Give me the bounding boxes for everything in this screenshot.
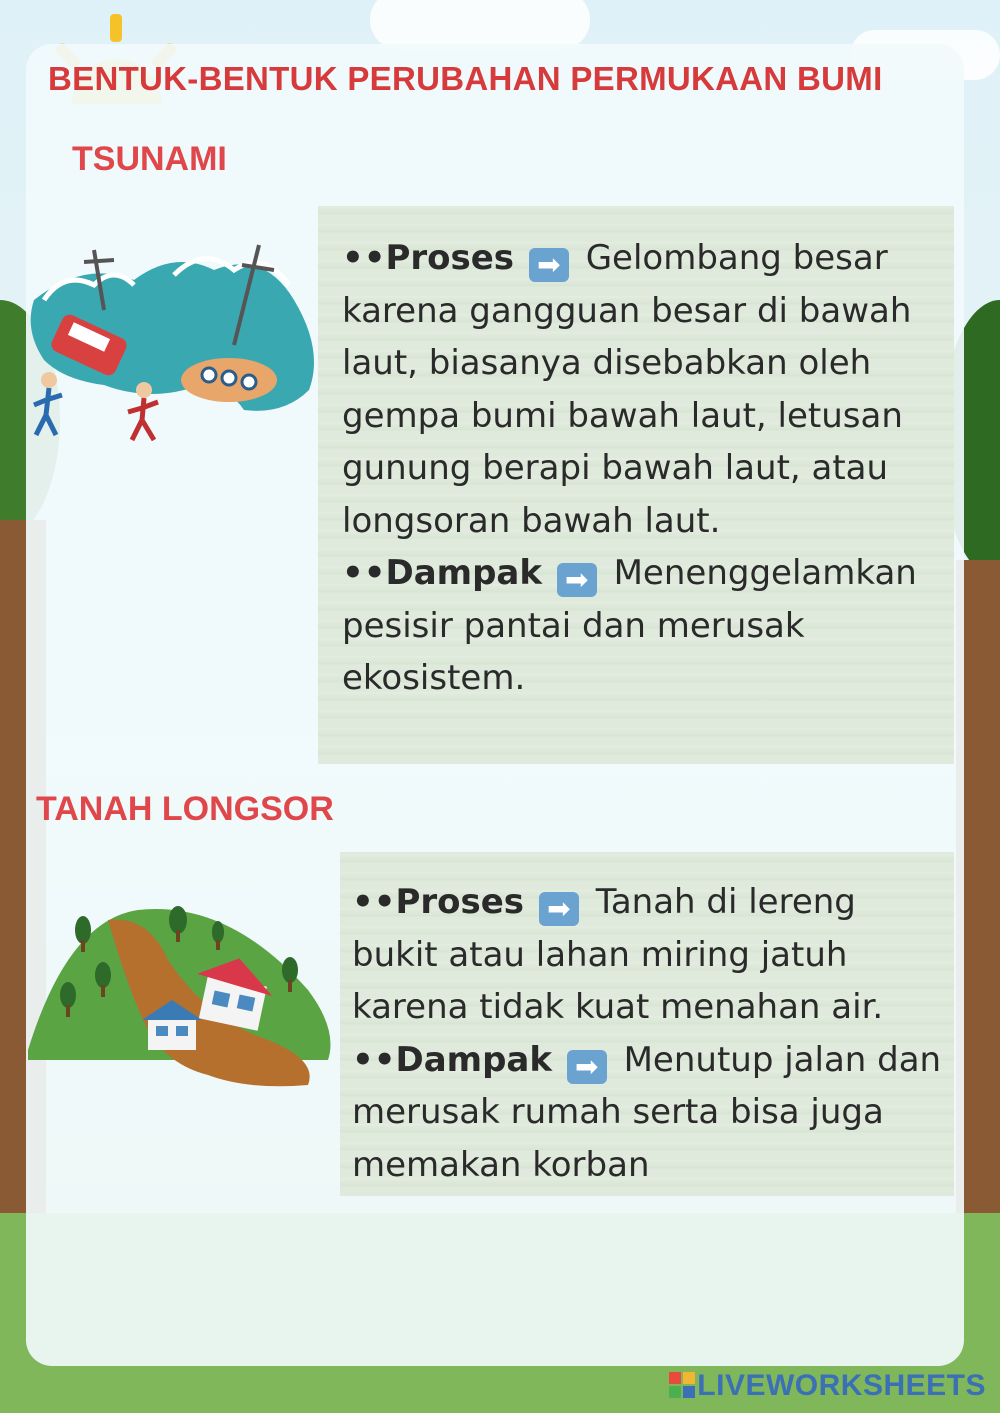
impact-text: Menutup jalan dan merusak rumah serta bisa juga memakan korban (352, 1039, 942, 1185)
impact-text: Menenggelamkan pesisir pantai dan merusak ekosistem. (342, 553, 917, 698)
tsunami-info-panel (318, 206, 954, 764)
liveworksheets-logo-icon (669, 1372, 695, 1398)
page-title: BENTUK-BENTUK PERUBAHAN PERMUKAAN BUMI (48, 60, 883, 97)
impact-label: Dampak (395, 1039, 552, 1080)
process-text: Gelombang besar karena gangguan besar di bawah laut, biasanya disebabkan oleh gempa bumi bawah laut, letusan gunung berapi bawah laut, atau longsoran bawah laut. (342, 238, 912, 541)
bullet-dots: •• (342, 553, 386, 593)
section-heading-tsunami: TSUNAMI (72, 140, 227, 178)
logo-text: LIVEWORKSHEETS (697, 1369, 986, 1402)
process-text: Tanah di lereng bukit atau lahan miring jatuh karena tidak kuat menahan air. (352, 882, 884, 1027)
cloud (370, 0, 590, 50)
bullet-dots: •• (342, 238, 386, 278)
process-label: Proses (395, 882, 525, 922)
tsunami-process-paragraph (342, 232, 934, 547)
impact-label: Dampak (385, 553, 542, 593)
right-arrow-icon: ➡ (529, 248, 569, 282)
landslide-info-panel (340, 852, 954, 1196)
landslide-impact-paragraph (352, 1034, 944, 1192)
right-arrow-icon: ➡ (539, 892, 579, 926)
right-arrow-icon: ➡ (567, 1050, 607, 1084)
liveworksheets-logo[interactable] (669, 1369, 986, 1403)
landslide-process-paragraph (352, 876, 944, 1034)
tsunami-illustration (24, 240, 320, 450)
tsunami-impact-paragraph (342, 547, 934, 705)
landslide-illustration (28, 900, 338, 1090)
section-heading-tanah-longsor: TANAH LONGSOR (36, 790, 334, 828)
bullet-dots: •• (352, 1039, 396, 1080)
process-label: Proses (385, 238, 515, 278)
right-arrow-icon: ➡ (557, 563, 597, 597)
bullet-dots: •• (352, 882, 396, 922)
